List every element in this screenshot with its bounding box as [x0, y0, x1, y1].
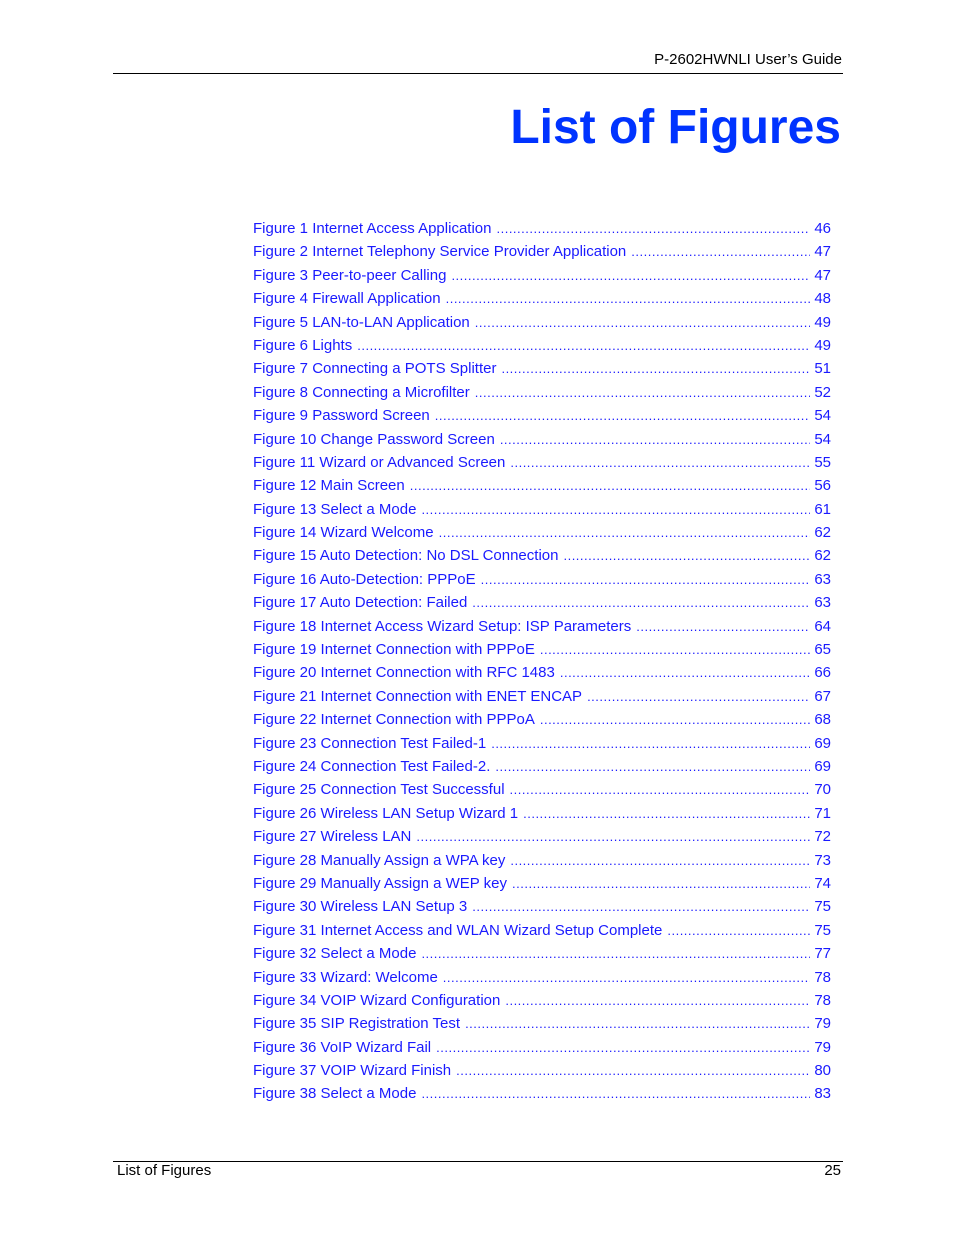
- toc-entry[interactable]: [253, 825, 831, 848]
- toc-entry[interactable]: [253, 685, 831, 708]
- toc-dot-leader: [512, 872, 810, 895]
- toc-entry-label[interactable]: Figure 8 Connecting a Microfilter: [253, 383, 470, 401]
- running-header-title: P-2602HWNLI User’s Guide: [654, 51, 842, 68]
- toc-entry[interactable]: [253, 404, 831, 427]
- toc-entry-page-number[interactable]: 48: [814, 290, 831, 308]
- toc-entry-page-number[interactable]: 52: [814, 383, 831, 401]
- toc-entry-label[interactable]: Figure 21 Internet Connection with ENET ENCAP: [253, 687, 583, 705]
- toc-entry-label[interactable]: Figure 30 Wireless LAN Setup 3: [253, 898, 468, 916]
- toc-entry[interactable]: [253, 568, 831, 591]
- toc-entry[interactable]: [253, 919, 831, 942]
- toc-dot-leader: [465, 1012, 810, 1035]
- toc-entry-page-number[interactable]: 62: [814, 547, 831, 565]
- toc-entry-page-number[interactable]: 54: [814, 430, 831, 448]
- toc-entry-page-number[interactable]: 47: [814, 266, 831, 284]
- toc-entry-label[interactable]: Figure 38 Select a Mode: [253, 1085, 417, 1103]
- toc-entry-page-number[interactable]: 73: [814, 851, 831, 869]
- toc-entry-label[interactable]: Figure 11 Wizard or Advanced Screen: [253, 453, 506, 471]
- toc-entry-label[interactable]: Figure 4 Firewall Application: [253, 290, 441, 308]
- toc-entry-page-number[interactable]: 69: [814, 734, 831, 752]
- toc-entry-label[interactable]: Figure 15 Auto Detection: No DSL Connection: [253, 547, 559, 565]
- toc-entry-page-number[interactable]: 47: [814, 243, 831, 261]
- toc-entry-label[interactable]: Figure 1 Internet Access Application: [253, 220, 492, 237]
- toc-entry-page-number[interactable]: 78: [814, 968, 831, 986]
- toc-entry-page-number[interactable]: 64: [814, 617, 831, 635]
- toc-entry[interactable]: [253, 778, 831, 801]
- toc-entry[interactable]: [253, 357, 831, 380]
- toc-dot-leader: [421, 498, 810, 521]
- toc-dot-leader: [501, 357, 810, 380]
- toc-entry[interactable]: [253, 872, 831, 895]
- toc-entry-page-number[interactable]: 75: [814, 921, 831, 939]
- page-title: List of Figures: [510, 101, 841, 154]
- toc-entry-label[interactable]: Figure 24 Connection Test Failed-2.: [253, 757, 491, 775]
- toc-dot-leader: [475, 381, 811, 404]
- toc-entry[interactable]: [253, 615, 831, 638]
- toc-entry-page-number[interactable]: 71: [814, 804, 831, 822]
- toc-dot-leader: [410, 474, 811, 497]
- toc-dot-leader: [631, 240, 810, 263]
- toc-entry-page-number[interactable]: 49: [814, 336, 831, 354]
- toc-dot-leader: [500, 428, 811, 451]
- toc-dot-leader: [510, 778, 811, 801]
- toc-dot-leader: [439, 521, 811, 544]
- toc-entry-page-number[interactable]: 56: [814, 477, 831, 495]
- toc-entry[interactable]: [253, 989, 831, 1012]
- toc-entry-label[interactable]: Figure 23 Connection Test Failed-1: [253, 734, 487, 752]
- toc-entry-label[interactable]: Figure 14 Wizard Welcome: [253, 524, 434, 542]
- toc-entry-label[interactable]: Figure 16 Auto-Detection: PPPoE: [253, 570, 476, 588]
- toc-entry-page-number[interactable]: 46: [814, 220, 831, 237]
- toc-dot-leader: [472, 591, 810, 614]
- toc-dot-leader: [472, 895, 810, 918]
- toc-dot-leader: [510, 451, 810, 474]
- toc-entry-label[interactable]: Figure 5 LAN-to-LAN Application: [253, 313, 470, 331]
- toc-entry-page-number[interactable]: 72: [814, 828, 831, 846]
- toc-entry-label[interactable]: Figure 35 SIP Registration Test: [253, 1015, 461, 1033]
- toc-entry[interactable]: [253, 1082, 831, 1105]
- toc-dot-leader: [523, 802, 810, 825]
- toc-entry-page-number[interactable]: 80: [814, 1062, 831, 1080]
- toc-entry[interactable]: [253, 217, 831, 240]
- toc-entry-page-number[interactable]: 55: [814, 453, 831, 471]
- list-of-figures: [253, 217, 831, 1106]
- toc-dot-leader: [421, 1082, 810, 1105]
- toc-entry[interactable]: [253, 895, 831, 918]
- toc-dot-leader: [540, 638, 810, 661]
- toc-entry-label[interactable]: Figure 6 Lights: [253, 336, 353, 354]
- toc-entry-label[interactable]: Figure 31 Internet Access and WLAN Wizard Setup Complete: [253, 921, 663, 939]
- toc-entry[interactable]: [253, 849, 831, 872]
- toc-entry-page-number[interactable]: 54: [814, 407, 831, 425]
- toc-entry[interactable]: [253, 264, 831, 287]
- toc-dot-leader: [456, 1059, 810, 1082]
- toc-entry[interactable]: [253, 638, 831, 661]
- toc-entry-page-number[interactable]: 83: [814, 1085, 831, 1103]
- toc-entry-page-number[interactable]: 77: [814, 945, 831, 963]
- toc-dot-leader: [510, 849, 810, 872]
- toc-dot-leader: [451, 264, 810, 287]
- toc-dot-leader: [496, 217, 810, 240]
- toc-entry-label[interactable]: Figure 9 Password Screen: [253, 407, 430, 425]
- toc-entry-label[interactable]: Figure 19 Internet Connection with PPPoE: [253, 641, 535, 659]
- toc-entry[interactable]: [253, 474, 831, 497]
- toc-entry[interactable]: [253, 1059, 831, 1082]
- toc-entry-label[interactable]: Figure 36 VoIP Wizard Fail: [253, 1038, 432, 1056]
- toc-entry-page-number[interactable]: 61: [814, 500, 831, 518]
- footer-page-number: 25: [824, 1162, 841, 1179]
- toc-entry[interactable]: [253, 661, 831, 684]
- toc-entry-page-number[interactable]: 51: [814, 360, 831, 378]
- toc-entry-label[interactable]: Figure 33 Wizard: Welcome: [253, 968, 438, 986]
- toc-entry-page-number[interactable]: 62: [814, 524, 831, 542]
- toc-dot-leader: [481, 568, 811, 591]
- toc-entry-label[interactable]: Figure 28 Manually Assign a WPA key: [253, 851, 506, 869]
- toc-entry-label[interactable]: Figure 34 VOIP Wizard Configuration: [253, 991, 501, 1009]
- toc-entry-label[interactable]: Figure 18 Internet Access Wizard Setup: ISP Parameters: [253, 617, 632, 635]
- toc-entry-page-number[interactable]: 49: [814, 313, 831, 331]
- header-rule: [113, 73, 843, 74]
- toc-entry[interactable]: [253, 1012, 831, 1035]
- toc-dot-leader: [436, 1036, 810, 1059]
- toc-entry[interactable]: [253, 755, 831, 778]
- toc-entry[interactable]: [253, 521, 831, 544]
- toc-entry-label[interactable]: Figure 3 Peer-to-peer Calling: [253, 266, 447, 284]
- toc-dot-leader: [435, 404, 811, 427]
- toc-entry-page-number[interactable]: 79: [814, 1038, 831, 1056]
- toc-dot-leader: [505, 989, 810, 1012]
- toc-entry[interactable]: [253, 544, 831, 567]
- toc-dot-leader: [491, 732, 810, 755]
- toc-entry-label[interactable]: Figure 22 Internet Connection with PPPoA: [253, 711, 535, 729]
- toc-entry-label[interactable]: Figure 32 Select a Mode: [253, 945, 417, 963]
- toc-entry[interactable]: [253, 966, 831, 989]
- toc-entry[interactable]: [253, 708, 831, 731]
- toc-entry-page-number[interactable]: 63: [814, 594, 831, 612]
- toc-dot-leader: [475, 311, 811, 334]
- toc-entry-label[interactable]: Figure 27 Wireless LAN: [253, 828, 412, 846]
- toc-entry-page-number[interactable]: 69: [814, 757, 831, 775]
- toc-dot-leader: [416, 825, 810, 848]
- toc-entry[interactable]: [253, 240, 831, 263]
- toc-dot-leader: [540, 708, 810, 731]
- toc-entry-page-number[interactable]: 63: [814, 570, 831, 588]
- toc-dot-leader: [636, 615, 810, 638]
- toc-dot-leader: [495, 755, 810, 778]
- toc-entry-page-number[interactable]: 70: [814, 781, 831, 799]
- toc-entry-page-number[interactable]: 67: [814, 687, 831, 705]
- toc-entry-label[interactable]: Figure 29 Manually Assign a WEP key: [253, 874, 508, 892]
- toc-entry-page-number[interactable]: 65: [814, 641, 831, 659]
- toc-entry[interactable]: [253, 287, 831, 310]
- toc-entry[interactable]: [253, 311, 831, 334]
- toc-dot-leader: [587, 685, 810, 708]
- toc-entry-label[interactable]: Figure 10 Change Password Screen: [253, 430, 495, 448]
- toc-entry[interactable]: [253, 942, 831, 965]
- toc-entry-page-number[interactable]: 79: [814, 1015, 831, 1033]
- toc-dot-leader: [421, 942, 810, 965]
- toc-entry[interactable]: [253, 498, 831, 521]
- toc-entry-label[interactable]: Figure 37 VOIP Wizard Finish: [253, 1062, 452, 1080]
- toc-entry-label[interactable]: Figure 13 Select a Mode: [253, 500, 417, 518]
- toc-entry[interactable]: [253, 591, 831, 614]
- toc-entry[interactable]: [253, 381, 831, 404]
- toc-entry-label[interactable]: Figure 26 Wireless LAN Setup Wizard 1: [253, 804, 519, 822]
- toc-entry-page-number[interactable]: 74: [814, 874, 831, 892]
- toc-entry-label[interactable]: Figure 17 Auto Detection: Failed: [253, 594, 468, 612]
- toc-entry[interactable]: [253, 732, 831, 755]
- toc-entry-label[interactable]: Figure 20 Internet Connection with RFC 1483: [253, 664, 555, 682]
- toc-dot-leader: [667, 919, 810, 942]
- toc-entry[interactable]: [253, 334, 831, 357]
- toc-entry-label[interactable]: Figure 2 Internet Telephony Service Provider Application: [253, 243, 627, 261]
- toc-dot-leader: [563, 544, 810, 567]
- toc-entry-page-number[interactable]: 78: [814, 991, 831, 1009]
- toc-entry-label[interactable]: Figure 25 Connection Test Successful: [253, 781, 505, 799]
- footer-section-name: List of Figures: [117, 1162, 212, 1179]
- toc-dot-leader: [446, 287, 811, 310]
- toc-entry-page-number[interactable]: 75: [814, 898, 831, 916]
- toc-entry-page-number[interactable]: 66: [814, 664, 831, 682]
- toc-entry[interactable]: [253, 802, 831, 825]
- toc-dot-leader: [357, 334, 810, 357]
- toc-entry[interactable]: [253, 1036, 831, 1059]
- footer-rule: [113, 1161, 843, 1162]
- toc-dot-leader: [560, 661, 810, 684]
- toc-entry-label[interactable]: Figure 7 Connecting a POTS Splitter: [253, 360, 497, 378]
- toc-entry-page-number[interactable]: 68: [814, 711, 831, 729]
- toc-entry[interactable]: [253, 451, 831, 474]
- toc-dot-leader: [443, 966, 811, 989]
- toc-entry-label[interactable]: Figure 12 Main Screen: [253, 477, 405, 495]
- toc-entry[interactable]: [253, 428, 831, 451]
